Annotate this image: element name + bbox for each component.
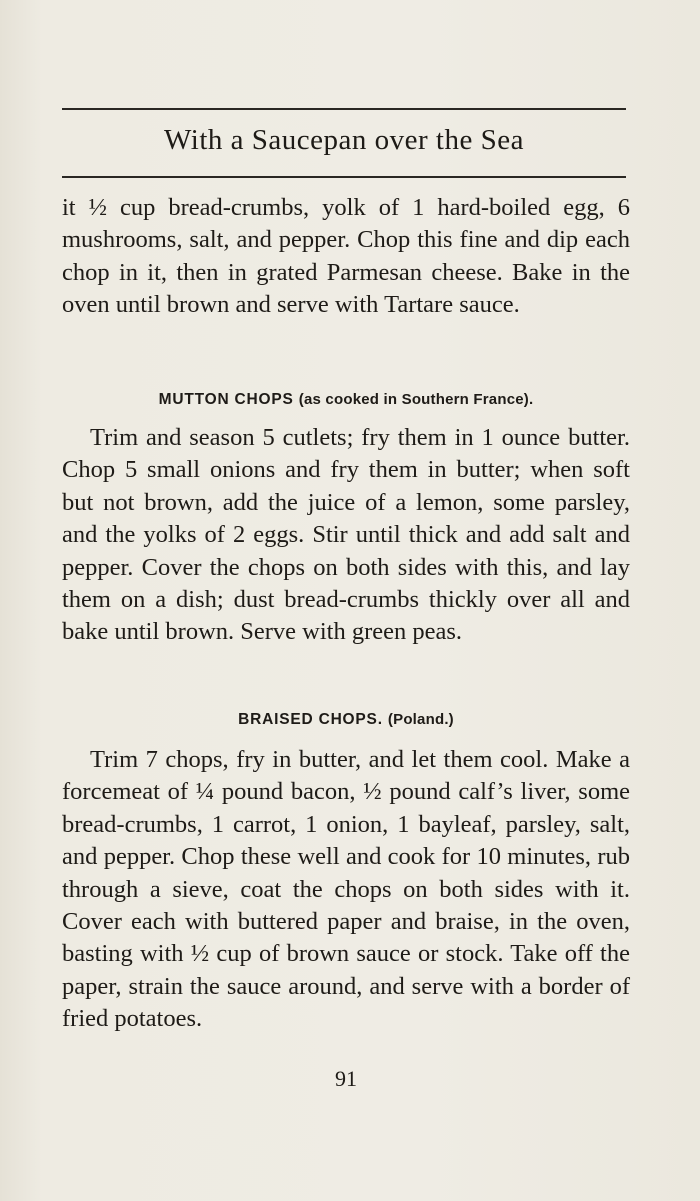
- header-rule-top: [62, 108, 626, 110]
- heading-subtitle: (as cooked in Southern France).: [298, 391, 534, 408]
- heading-title: BRAISED CHOPS.: [238, 711, 383, 728]
- heading-title: MUTTON CHOPS: [158, 391, 294, 408]
- section-heading-mutton-chops: [62, 391, 630, 409]
- paragraph-mutton-chops: Trim and season 5 cutlets; fry them in 1 ounce butter. Chop 5 small onions and fry them in butter; when soft but not brown, add the juice of a lemon, some parsley, and the yolks of 2 eggs. Stir until thick and add salt and pepper. Cover the chops on both sides with this, and lay them on a dish; dust bread-crumbs thickly over all and bake until brown. Serve with green peas.: [62, 424, 630, 646]
- running-head: With a Saucepan over the Sea: [164, 124, 524, 156]
- section-heading-braised-chops: [62, 711, 630, 729]
- page-number: 91: [335, 1066, 357, 1091]
- paragraph-braised-chops: Trim 7 chops, fry in butter, and let them cool. Make a forcemeat of ¼ pound bacon, ½ pound calf’s liver, some bread-crumbs, 1 carrot, 1 onion, 1 bayleaf, parsley, salt, and pepper. Chop these well and cook for 10 minutes, rub through a sieve, coat the chops on both sides with it. Cover each with buttered paper and braise, in the oven, basting with ½ cup of brown sauce or stock. Take off the paper, strain the sauce around, and serve with a border of fried potatoes.: [62, 746, 630, 1033]
- heading-subtitle: (Poland.): [387, 711, 454, 728]
- header-rule-bottom: [62, 176, 626, 178]
- paragraph-continuation: it ½ cup bread-crumbs, yolk of 1 hard-boiled egg, 6 mushrooms, salt, and pepper. Chop this fine and dip each chop in it, then in grated Parmesan cheese. Bake in the oven until brown and serve with Tartare sauce.: [62, 194, 630, 319]
